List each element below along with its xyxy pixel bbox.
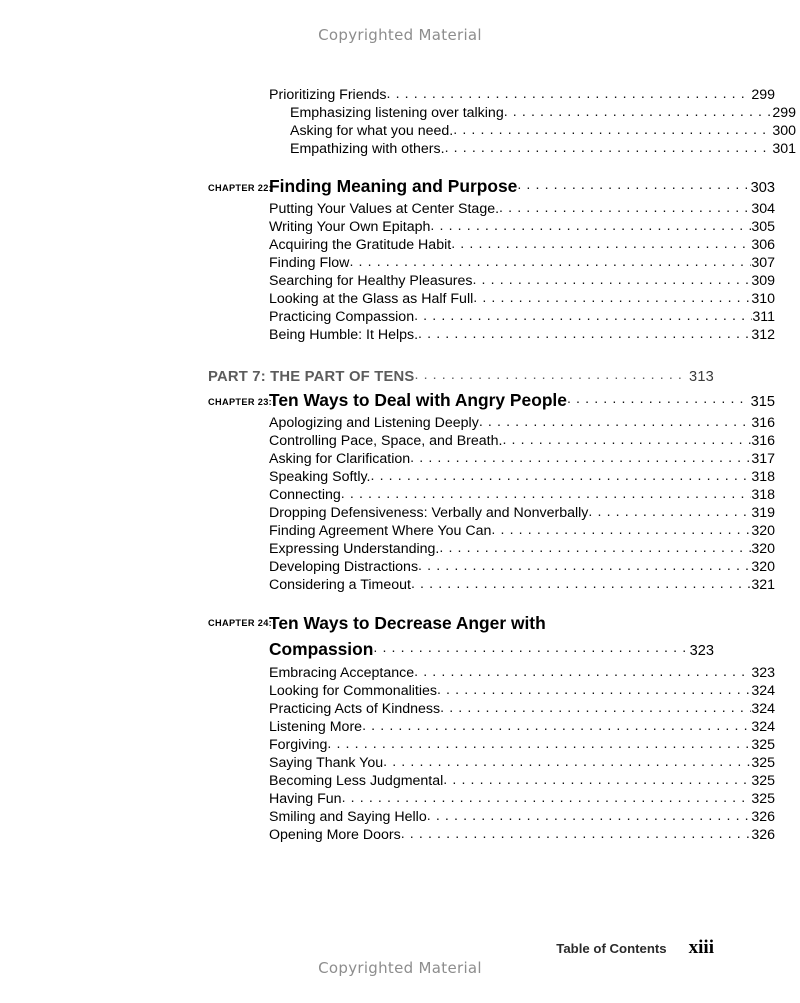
dot-leader	[499, 199, 751, 217]
dot-leader	[414, 364, 684, 386]
toc-entry-label: Ten Ways to Deal with Angry People	[269, 390, 567, 410]
toc-entry-label: Expressing Understanding.	[269, 541, 440, 557]
toc-entry-label: Smiling and Saying Hello	[269, 809, 427, 825]
toc-section-entry[interactable]	[208, 122, 796, 140]
toc-entry-page-number: 320	[751, 541, 775, 557]
spacer	[208, 594, 714, 610]
dot-leader	[445, 139, 773, 157]
dot-leader	[440, 699, 751, 717]
toc-section-entry[interactable]	[208, 522, 775, 540]
toc-entry-label: Having Fun	[269, 791, 342, 807]
dot-leader	[418, 557, 751, 575]
toc-section-entry[interactable]	[208, 790, 775, 808]
toc-entry-label: Acquiring the Gratitude Habit	[269, 237, 452, 253]
toc-entry-page-number: 313	[684, 369, 714, 385]
toc-entry-label: Being Humble: It Helps.	[269, 327, 419, 343]
dot-leader	[327, 735, 751, 753]
toc-entry-label: PART 7: THE PART OF TENS	[208, 369, 415, 385]
toc-entry-page-number: 323	[685, 643, 714, 659]
toc-entry-page-number: 324	[751, 701, 775, 717]
toc-section-entry[interactable]	[208, 558, 775, 576]
toc-section-entry[interactable]	[208, 326, 775, 344]
toc-section-entry[interactable]	[208, 140, 796, 158]
toc-entry-label: Looking for Commonalities	[269, 683, 437, 699]
toc-entry-title-line2: Compassion	[269, 639, 374, 659]
toc-entry-page-number: 321	[751, 577, 775, 593]
toc-entry-label: Embracing Acceptance	[269, 665, 415, 681]
toc-entry-page-number: 306	[751, 237, 775, 253]
toc-section-entry[interactable]	[208, 682, 775, 700]
dot-leader	[504, 103, 773, 121]
dot-leader	[414, 663, 751, 681]
dot-leader	[479, 413, 752, 431]
dot-leader	[401, 825, 752, 843]
toc-entry-label: Apologizing and Listening Deeply	[269, 415, 479, 431]
toc-entry-title-line2-row	[269, 636, 714, 664]
toc-section-entry[interactable]	[208, 272, 775, 290]
dot-leader	[342, 789, 752, 807]
dot-leader	[411, 575, 751, 593]
toc-entry-label: Practicing Compassion	[269, 309, 415, 325]
toc-entry-label: Emphasizing listening over talking	[290, 105, 504, 121]
toc-entry-page-number: 311	[752, 309, 775, 325]
toc-entry-page-number: 319	[751, 505, 775, 521]
dot-leader	[588, 503, 751, 521]
chapter-number-label: CHAPTER 22:	[208, 183, 273, 193]
dot-leader	[437, 681, 751, 699]
dot-leader	[443, 771, 751, 789]
toc-section-entry[interactable]	[208, 700, 775, 718]
toc-entry-page-number: 317	[751, 451, 775, 467]
dot-leader	[472, 271, 751, 289]
dot-leader	[430, 217, 751, 235]
toc-chapter-entry[interactable]	[208, 388, 775, 414]
toc-section-entry[interactable]	[208, 504, 775, 522]
toc-entry-page-number: 325	[751, 737, 775, 753]
toc-entry-page-number: 325	[751, 791, 775, 807]
dot-leader	[451, 235, 751, 253]
dot-leader	[453, 121, 772, 139]
toc-entry-page-number: 320	[751, 559, 775, 575]
toc-entry-page-number: 305	[751, 219, 775, 235]
toc-entry-label: Becoming Less Judgmental	[269, 773, 444, 789]
toc-entry-page-number: 326	[751, 809, 775, 825]
toc-entry-page-number: 318	[751, 487, 775, 503]
toc-entry-label: Dropping Defensiveness: Verbally and Nonverbally	[269, 505, 589, 521]
chapter-number-label: CHAPTER 24:	[208, 618, 273, 628]
toc-section-entry[interactable]	[208, 86, 775, 104]
toc-entry-page-number: 301	[772, 141, 796, 157]
toc-section-entry[interactable]	[208, 200, 775, 218]
dot-leader	[349, 253, 751, 271]
toc-section-entry[interactable]	[208, 664, 775, 682]
toc-section-entry[interactable]	[208, 254, 775, 272]
dot-leader	[418, 325, 751, 343]
dot-leader	[517, 173, 746, 197]
toc-section-entry[interactable]	[208, 754, 775, 772]
toc-entry-page-number: 323	[751, 665, 775, 681]
toc-entry-label: Finding Flow	[269, 255, 350, 271]
toc-chapter-entry[interactable]	[208, 174, 775, 200]
toc-section-entry[interactable]	[208, 772, 775, 790]
toc-entry-label: Speaking Softly.	[269, 469, 371, 485]
toc-entry-page-number: 300	[772, 123, 796, 139]
spacer	[208, 344, 714, 366]
toc-entry-page-number: 324	[751, 683, 775, 699]
toc-entry-page-number: 315	[746, 394, 775, 410]
toc-section-entry[interactable]	[208, 826, 775, 844]
spacer	[208, 158, 714, 174]
page-folio-number: xiii	[688, 937, 714, 958]
toc-chapter-entry[interactable]	[208, 610, 714, 664]
toc-entry-label: Writing Your Own Epitaph	[269, 219, 431, 235]
toc-entry-label: Connecting	[269, 487, 341, 503]
page-footer	[0, 933, 800, 959]
toc-entry-page-number: 324	[751, 719, 775, 735]
toc-section-entry[interactable]	[208, 104, 796, 122]
toc-section-entry[interactable]	[208, 236, 775, 254]
dot-leader	[491, 521, 751, 539]
toc-entry-page-number: 325	[751, 773, 775, 789]
table-of-contents-list	[208, 86, 796, 844]
dot-leader	[567, 387, 747, 411]
toc-entry-title-line1: Ten Ways to Decrease Anger with	[269, 613, 546, 633]
toc-entry-page-number: 325	[751, 755, 775, 771]
copyright-watermark-bottom: Copyrighted Material	[318, 959, 482, 977]
toc-section-entry[interactable]	[208, 736, 775, 754]
dot-leader	[414, 307, 752, 325]
dot-leader	[410, 449, 751, 467]
dot-leader	[373, 635, 685, 661]
toc-section-entry[interactable]	[208, 432, 775, 450]
toc-entry-page-number: 316	[751, 433, 775, 449]
toc-entry-label: Asking for what you need.	[290, 123, 454, 139]
toc-section-entry[interactable]	[208, 576, 775, 594]
toc-entry-label: Developing Distractions	[269, 559, 419, 575]
toc-entry-page-number: 316	[751, 415, 775, 431]
dot-leader	[502, 431, 751, 449]
dot-leader	[386, 85, 751, 103]
toc-section-entry[interactable]	[208, 218, 775, 236]
toc-entry-label: Finding Meaning and Purpose	[269, 176, 518, 196]
toc-section-entry[interactable]	[208, 308, 775, 326]
toc-entry-label: Empathizing with others.	[290, 141, 445, 157]
toc-section-entry[interactable]	[208, 414, 775, 432]
dot-leader	[383, 753, 751, 771]
toc-part-entry[interactable]	[208, 366, 714, 388]
toc-section-entry[interactable]	[208, 718, 775, 736]
toc-entry-label: Searching for Healthy Pleasures	[269, 273, 473, 289]
footer-section-label: Table of Contents	[556, 941, 667, 956]
toc-entry-page-number: 320	[751, 523, 775, 539]
toc-entry-label: Controlling Pace, Space, and Breath.	[269, 433, 503, 449]
toc-entry-page-number: 304	[751, 201, 775, 217]
toc-entry-page-number: 312	[751, 327, 775, 343]
toc-entry-label: Putting Your Values at Center Stage.	[269, 201, 500, 217]
toc-entry-page-number: 318	[751, 469, 775, 485]
chapter-number-label: CHAPTER 23:	[208, 397, 273, 407]
dot-leader	[370, 467, 751, 485]
toc-entry-label: Finding Agreement Where You Can	[269, 523, 492, 539]
toc-section-entry[interactable]	[208, 540, 775, 558]
toc-entry-label: Saying Thank You	[269, 755, 384, 771]
dot-leader	[341, 485, 752, 503]
toc-entry-label: Forgiving	[269, 737, 328, 753]
dot-leader	[427, 807, 752, 825]
toc-section-entry[interactable]	[208, 486, 775, 504]
toc-entry-label: Practicing Acts of Kindness	[269, 701, 441, 717]
toc-entry-page-number: 310	[751, 291, 775, 307]
toc-entry-page-number: 299	[751, 87, 775, 103]
toc-section-entry[interactable]	[208, 808, 775, 826]
dot-leader	[439, 539, 751, 557]
toc-section-entry[interactable]	[208, 468, 775, 486]
toc-entry-page-number: 299	[772, 105, 796, 121]
dot-leader	[473, 289, 751, 307]
dot-leader	[362, 717, 751, 735]
toc-entry-page-number: 307	[751, 255, 775, 271]
toc-entry-label: Prioritizing Friends	[269, 87, 387, 103]
toc-entry-label: Considering a Timeout	[269, 577, 411, 593]
toc-entry-label: Listening More	[269, 719, 363, 735]
toc-entry-page-number: 303	[746, 180, 775, 196]
toc-entry-label: Opening More Doors	[269, 827, 401, 843]
toc-entry-label: Asking for Clarification	[269, 451, 411, 467]
copyright-watermark-top: Copyrighted Material	[318, 26, 482, 44]
toc-entry-label: Looking at the Glass as Half Full	[269, 291, 474, 307]
toc-entry-page-number: 326	[751, 827, 775, 843]
toc-entry-page-number: 309	[751, 273, 775, 289]
toc-section-entry[interactable]	[208, 290, 775, 308]
toc-section-entry[interactable]	[208, 450, 775, 468]
